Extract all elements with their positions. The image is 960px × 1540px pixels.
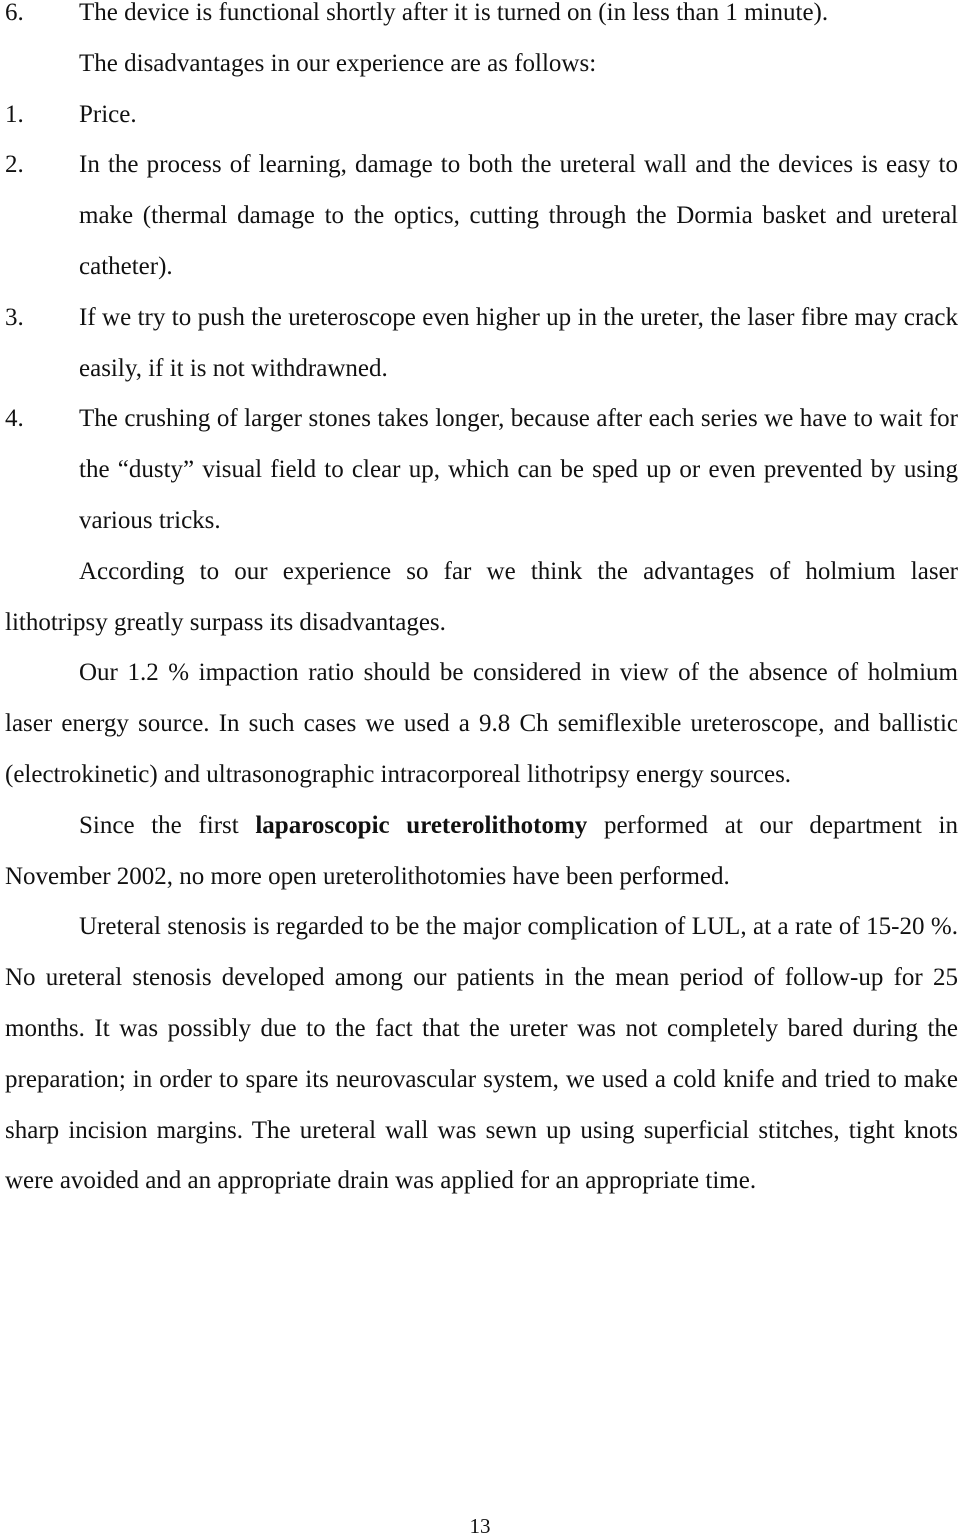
disadvantages-intro: The disadvantages in our experience are as follows: — [79, 49, 597, 77]
list-number: 6. — [5, 0, 24, 26]
bold-term: laparoscopic ureterolithotomy — [255, 811, 588, 839]
list-number: 2. — [5, 151, 24, 179]
disadvantage-item-1 — [0, 90, 958, 141]
disadvantage-item-4 — [0, 394, 958, 546]
paragraph-impaction-ratio: Our 1.2 % impaction ratio should be considered in view of the absence of holmium laser energy source. In such cases we used a 9.8 Ch semiflexible ureteroscope, and ballistic (electrokinetic) and ultrasonographic intracorporeal lithotripsy energy sources. — [5, 659, 958, 788]
list-text: If we try to push the ureteroscope even higher up in the ureter, the laser fibre may crack easily, if it is not withdrawned. — [79, 303, 958, 382]
disadvantage-item-3 — [0, 293, 958, 395]
list-text: The crushing of larger stones takes longer, because after each series we have to wait for the “dusty” visual field to clear up, which can be sped up or even prevented by using various tricks. — [79, 405, 958, 534]
text-run: performed at our department in November 2002, no more open ureterolithotomies have been performed. — [5, 811, 958, 890]
list-text: Price. — [79, 100, 137, 128]
advantage-item-6 — [0, 0, 958, 39]
list-number: 4. — [5, 405, 24, 433]
disadvantage-item-2 — [0, 140, 958, 292]
list-number: 3. — [5, 303, 24, 331]
list-number: 1. — [5, 100, 24, 128]
paragraph-ureteral-stenosis: Ureteral stenosis is regarded to be the major complication of LUL, at a rate of 15-20 %. No ureteral stenosis developed among our patients in the mean period of follow-up for 25 months. It was possibly due to the fact that the ureter was not completely bared during the preparation; in order to spare its neurovascular system, we used a cold knife and tried to make sharp incision margins. The ureteral wall was sewn up using superficial stitches, tight knots were avoided and an appropriate drain was applied for an appropriate time. — [5, 913, 958, 1195]
list-text: In the process of learning, damage to both the ureteral wall and the devices is easy to make (thermal damage to the optics, cutting through the Dormia basket and ureteral catheter). — [79, 151, 958, 280]
list-text: The device is functional shortly after it is turned on (in less than 1 minute). — [79, 0, 829, 26]
paragraph-advantages-summary: According to our experience so far we think the advantages of holmium laser lithotripsy greatly surpass its disadvantages. — [5, 557, 958, 636]
paragraph-laparoscopic — [0, 801, 958, 903]
text-run: Since the first — [79, 811, 256, 839]
page-number: 13 — [469, 1514, 491, 1538]
